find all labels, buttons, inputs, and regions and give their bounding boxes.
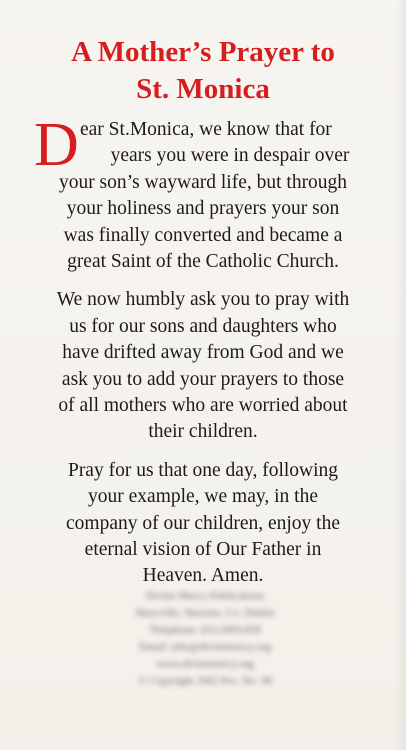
paragraph-2-line-3: have drifted away from God and we [62, 342, 344, 364]
paragraph-1-line-3: your son’s wayward life, but through [58, 171, 348, 193]
paragraph-2-line-6: their children. [148, 421, 258, 443]
paragraph-3-line-5: Heaven. Amen. [142, 565, 264, 587]
paragraph-2 [20, 287, 386, 445]
paragraph-2-line-2: us for our sons and daughters who [69, 315, 337, 337]
card-edge-shadow [394, 0, 406, 750]
footer-address: Maryville, Skerries, Co. Dublin [135, 607, 275, 619]
drop-cap: D [34, 111, 79, 179]
paragraph-2-line-5: of all mothers who are worried about [58, 395, 348, 417]
paragraph-3-line-1: Pray for us that one day, following [67, 459, 339, 481]
paragraph-2-line-1: We now humbly ask you to pray with [56, 289, 350, 311]
footer-email: Email: info@divinemercy.org [139, 641, 271, 653]
title-line-1: A Mother’s Prayer to [71, 36, 335, 68]
paragraph-3-line-4: eternal vision of Our Father in [84, 539, 322, 561]
footer-publisher: Divine Mercy Publications [145, 590, 265, 602]
paragraph-1-line-4: your holiness and prayers your son [66, 198, 340, 220]
prayer-body [20, 111, 386, 602]
paragraph-3-line-3: company of our children, enjoy the [66, 512, 340, 534]
paragraph-1-line-6: great Saint of the Catholic Church. [67, 251, 339, 273]
footer-telephone: Telephone: (01) 8491458 [149, 624, 261, 636]
footer-website: www.divinemercy.org [156, 658, 254, 670]
title-line-2: St. Monica [136, 73, 270, 105]
prayer-title [0, 34, 406, 108]
paragraph-1-line-5: was finally converted and became a [63, 224, 343, 246]
paragraph-1-opening [20, 111, 386, 179]
footer-copyright: © Copyright 2002 Pro. No. 98 [138, 675, 272, 687]
paragraph-3-line-2: your example, we may, in the [88, 486, 318, 508]
paragraph-1-line-1: ear St.Monica, we know that for [80, 119, 332, 140]
paragraph-1-line-2: years you were in despair over [110, 145, 350, 167]
publisher-footer [40, 588, 370, 690]
paragraph-2-line-4: ask you to add your prayers to those [61, 368, 345, 390]
paragraph-1 [20, 111, 386, 275]
paragraph-3 [20, 458, 386, 590]
